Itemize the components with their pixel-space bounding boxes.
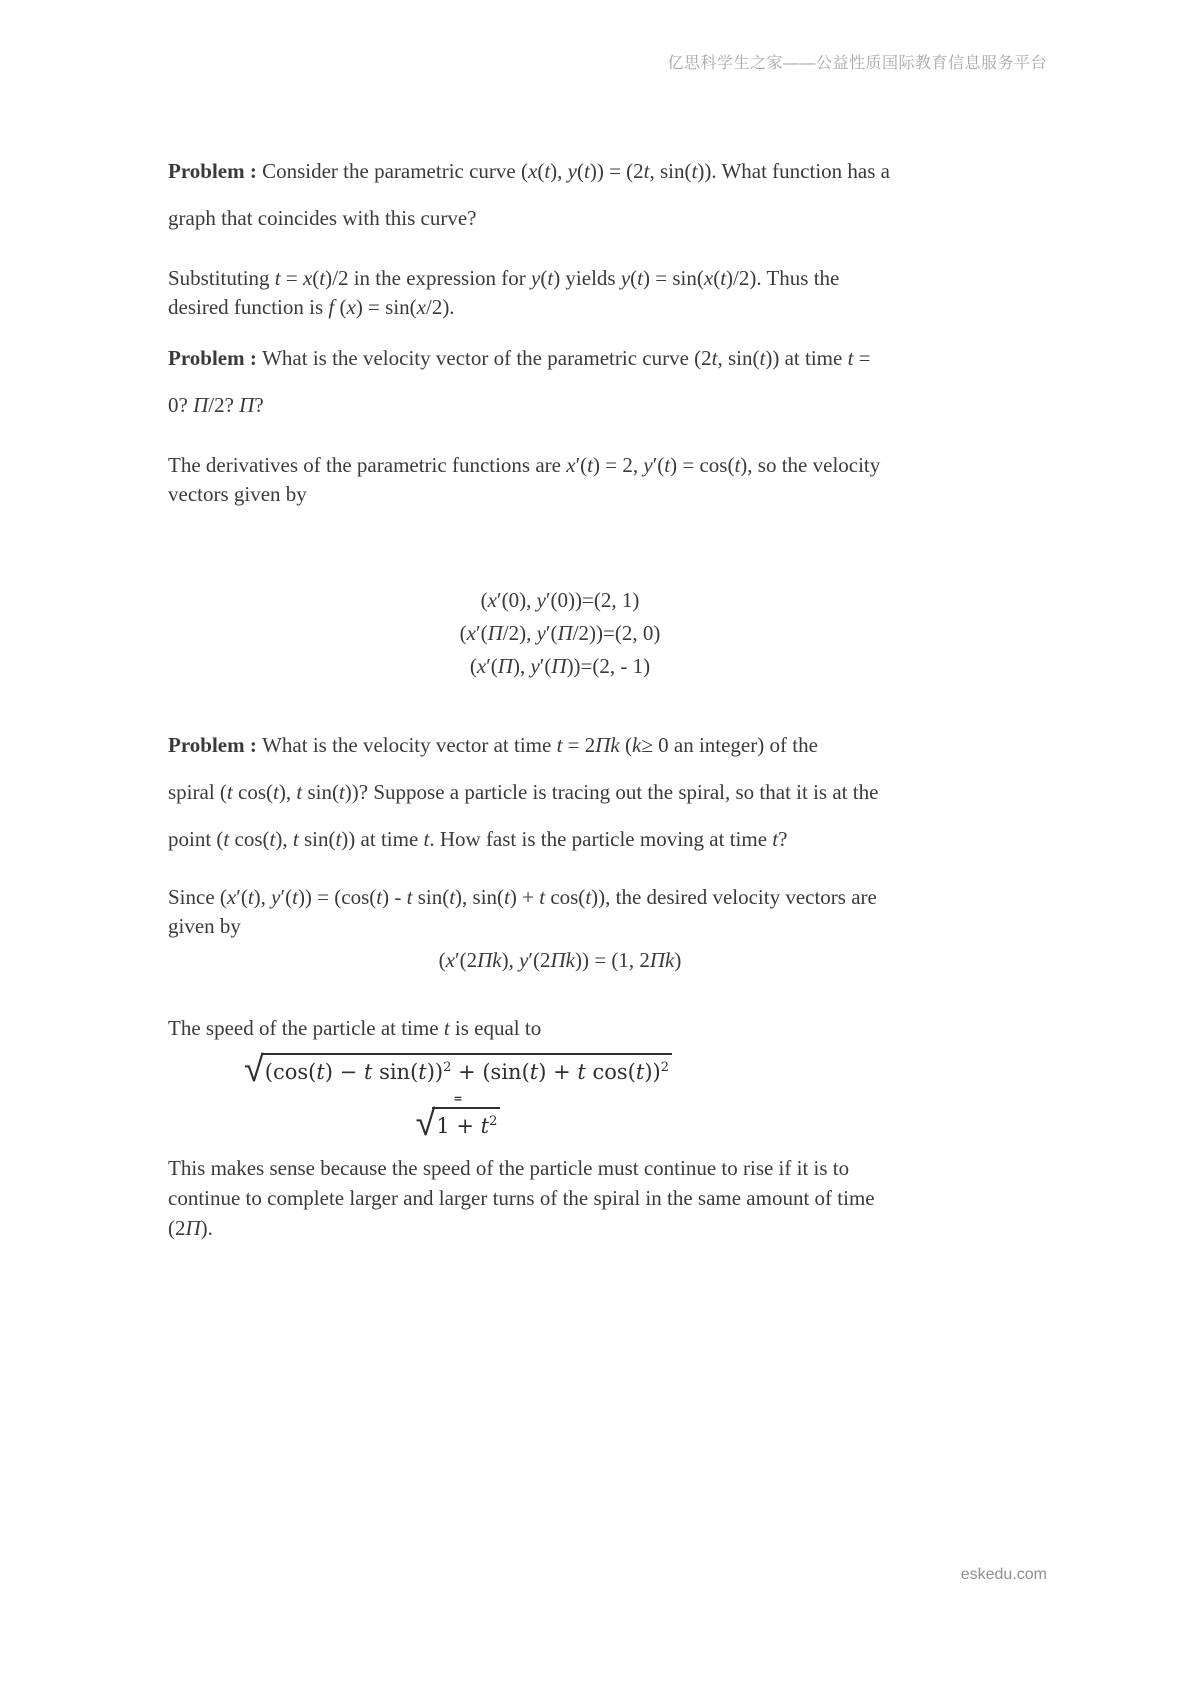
equation-line-3: (x′(Π), y′(Π))=(2, - 1): [469, 654, 651, 678]
radical-sign: √: [244, 1049, 264, 1090]
solution-1-paragraph: Substituting t = x(t)/2 in the expression for y(t) yields y(t) = sin(x(t)/2). Thus the desired function is f (x) = sin(x/2).: [168, 266, 840, 319]
page-footer: [961, 1566, 1047, 1584]
speed-formula-line-1: [244, 1049, 672, 1090]
speed-formula-radicand-2: $1 + t^2$: [432, 1107, 500, 1141]
problem-2-paragraph: Problem : What is the velocity vector of the parametric curve (2t, sin(t)) at time t = 0? Π/2? Π?: [168, 346, 871, 417]
radical-sign: √: [415, 1103, 436, 1144]
formula-equals-sign: =: [453, 1092, 463, 1105]
footer-site-url: eskedu.com: [960, 1566, 1047, 1583]
header-site-title: 亿思科学生之家——公益性质国际教育信息服务平台: [667, 55, 1047, 72]
speed-formula-line-2: [415, 1103, 501, 1144]
problem-3-paragraph: Problem : What is the velocity vector at time t = 2Πk (k≥ 0 an integer) of the spiral (t cos(t), t sin(t))? Suppose a particle is tracing out the spiral, so that it is at the point (t cos(t), t sin(t)) at time t. How fast is the particle moving at time t?: [168, 733, 879, 851]
equation-line-2: (x′(Π/2), y′(Π/2))=(2, 0): [459, 621, 661, 645]
spiral-velocity-equation: (x′(2Πk), y′(2Πk)) = (1, 2Πk): [438, 948, 682, 972]
speed-formula-image: [168, 1049, 748, 1144]
speed-formula-radicand-1: (cos(t) − t sin(t))$^2$ + (sin(t) + t cos(t))$^2$: [261, 1053, 672, 1087]
speed-intro-paragraph: The speed of the particle at time t is equal to: [168, 1016, 542, 1040]
velocity-equations-block: [168, 584, 952, 683]
problem-1-paragraph: Problem : Consider the parametric curve (x(t), y(t)) = (2t, sin(t)). What function has a graph that coincides with this curve?: [168, 159, 890, 230]
equation-line-1: (x′(0), y′(0))=(2, 1): [480, 588, 640, 612]
document-content: [168, 0, 1052, 1243]
solution-3-paragraph: Since (x′(t), y′(t)) = (cos(t) - t sin(t), sin(t) + t cos(t)), the desired velocity vectors are given by: [168, 885, 877, 938]
conclusion-paragraph: This makes sense because the speed of the particle must continue to rise if it is to continue to complete larger and larger turns of the spiral in the same amount of time (2Π).: [168, 1156, 875, 1240]
solution-2-paragraph: The derivatives of the parametric functions are x′(t) = 2, y′(t) = cos(t), so the velocity vectors given by: [168, 453, 881, 506]
